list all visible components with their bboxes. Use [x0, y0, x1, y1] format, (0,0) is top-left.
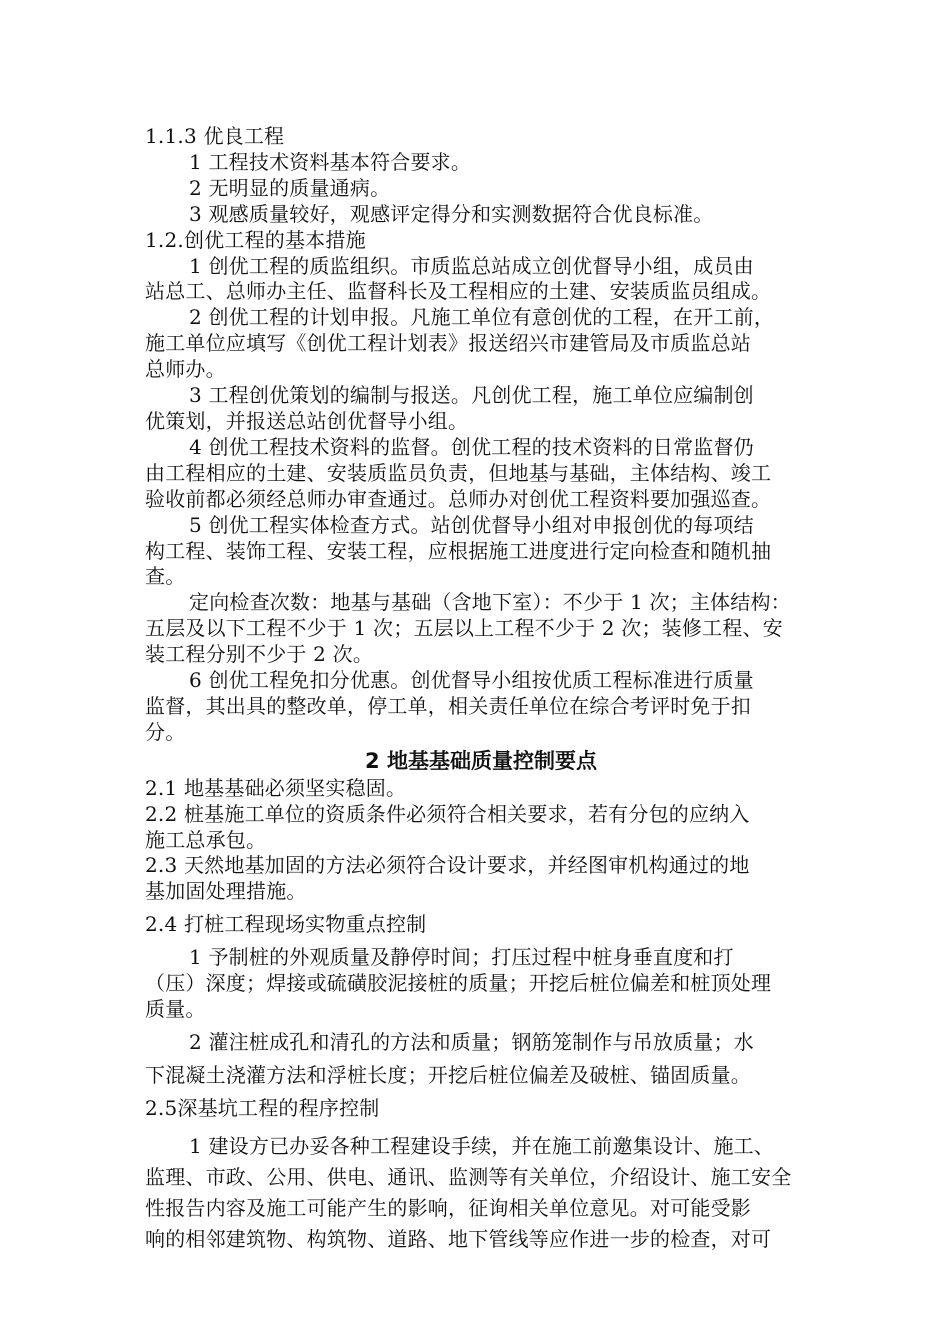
paragraph-line: 监督，其出具的整改单，停工单，相关责任单位在综合考评时免于扣 — [145, 693, 751, 718]
paragraph-line: 施工总承包。 — [145, 827, 267, 852]
paragraph-line: 1 予制桩的外观质量及静停时间；打压过程中桩身垂直度和打 — [189, 945, 734, 970]
section-item-2-2: 2.2 桩基施工单位的资质条件必须符合相关要求，若有分包的应纳入 — [145, 801, 750, 826]
section-item-2-1: 2.1 地基基础必须坚实稳固。 — [145, 775, 407, 800]
chapter-heading: 2 地基基础质量控制要点 — [365, 748, 597, 773]
paragraph-line: 五层及以下工程不少于 1 次；五层以上工程不少于 2 次；装修工程、安 — [145, 616, 783, 641]
paragraph-line: 分。 — [145, 719, 186, 744]
paragraph-line: 2 创优工程的计划申报。凡施工单位有意创优的工程，在开工前， — [189, 305, 775, 330]
paragraph-line: 验收前都必须经总师办审查通过。总师办对创优工程资料要加强巡查。 — [145, 486, 772, 511]
section-heading-2-5: 2.5深基坑工程的程序控制 — [145, 1095, 380, 1120]
paragraph-line: 2 无明显的质量通病。 — [189, 175, 391, 200]
paragraph-line: 下混凝土浇灌方法和浮桩长度；开挖后桩位偏差及破桩、锚固质量。 — [145, 1062, 751, 1087]
paragraph-line: 6 创优工程免扣分优惠。创优督导小组按优质工程标准进行质量 — [189, 668, 754, 693]
paragraph-line: 定向检查次数：地基与基础（含地下室）：不少于 1 次；主体结构： — [189, 590, 791, 615]
paragraph-line: 性报告内容及施工可能产生的影响，征询相关单位意见。对可能受影 — [145, 1195, 751, 1220]
paragraph-line: 2 灌注桩成孔和清孔的方法和质量；钢筋笼制作与吊放质量；水 — [189, 1029, 754, 1054]
document-body — [145, 124, 817, 1255]
paragraph-line: 3 工程创优策划的编制与报送。凡创优工程，施工单位应编制创 — [189, 383, 754, 408]
paragraph-line: 装工程分别不少于 2 次。 — [145, 642, 374, 667]
section-heading-1-1-3: 1.1.3 优良工程 — [145, 124, 285, 148]
paragraph-line: 构工程、装饰工程、安装工程，应根据施工进度进行定向检查和随机抽 — [145, 538, 772, 563]
paragraph-line: （压）深度；焊接或硫磺胶泥接桩的质量；开挖后桩位偏差和桩顶处理 — [145, 971, 772, 996]
section-heading-2-4: 2.4 打桩工程现场实物重点控制 — [145, 912, 427, 937]
paragraph-line: 优策划，并报送总站创优督导小组。 — [145, 408, 469, 433]
paragraph-line: 查。 — [145, 564, 186, 589]
paragraph-line: 4 创优工程技术资料的监督。创优工程的技术资料的日常监督仍 — [189, 434, 754, 459]
paragraph-line: 质量。 — [145, 997, 206, 1021]
paragraph-line: 1 工程技术资料基本符合要求。 — [189, 149, 472, 174]
paragraph-line: 5 创优工程实体检查方式。站创优督导小组对申报创优的每项结 — [189, 512, 754, 537]
paragraph-line: 响的相邻建筑物、构筑物、道路、地下管线等应作进一步的检查，对可 — [145, 1226, 772, 1251]
paragraph-line: 基加固处理措施。 — [145, 879, 307, 904]
paragraph-line: 站总工、总师办主任、监督科长及工程相应的土建、安装质监员组成。 — [145, 279, 772, 304]
paragraph-line: 3 观感质量较好，观感评定得分和实测数据符合优良标准。 — [189, 201, 714, 226]
section-heading-1-2: 1.2.创优工程的基本措施 — [145, 227, 366, 252]
paragraph-line: 1 建设方已办妥各种工程建设手续，并在施工前邀集设计、施工、 — [189, 1133, 775, 1158]
section-item-2-3: 2.3 天然地基加固的方法必须符合设计要求，并经图审机构通过的地 — [145, 853, 750, 878]
paragraph-line: 总师办。 — [145, 357, 226, 382]
paragraph-line: 监理、市政、公用、供电、通讯、监测等有关单位，介绍设计、施工安全 — [145, 1164, 792, 1189]
paragraph-line: 施工单位应填写《创优工程计划表》报送绍兴市建管局及市质监总站 — [145, 331, 751, 356]
paragraph-line: 1 创优工程的质监组织。市质监总站成立创优督导小组，成员由 — [189, 253, 754, 278]
paragraph-line: 由工程相应的土建、安装质监员负责，但地基与基础，主体结构、竣工 — [145, 460, 772, 485]
